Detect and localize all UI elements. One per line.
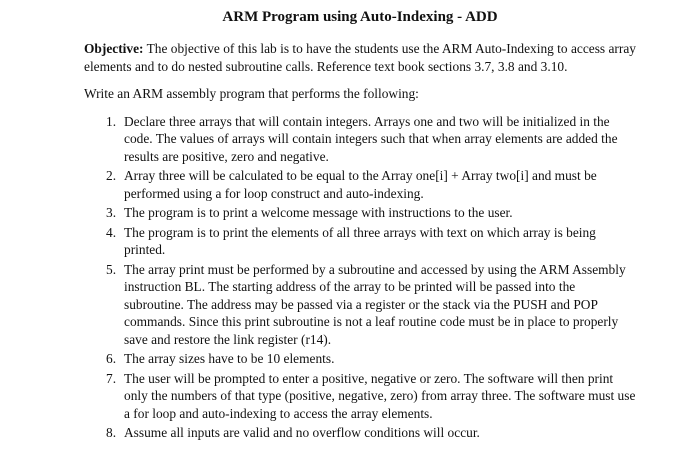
- task-list: [84, 113, 636, 442]
- task-text: The program is to print a welcome message with instructions to the user.: [124, 205, 513, 220]
- task-text: Array three will be calculated to be equal to the Array one[i] + Array two[i] and must be performed using a for loop construct and auto-indexing.: [124, 168, 597, 201]
- intro-paragraph: Write an ARM assembly program that performs the following:: [84, 86, 419, 101]
- task-item: [106, 424, 636, 442]
- task-number: 2.: [106, 168, 117, 183]
- task-text: The user will be prompted to enter a positive, negative or zero. The software will then print only the numbers of that type (positive, negative, zero) from array three. The software must use a for loop and auto-indexing to access the array elements.: [124, 370, 636, 421]
- task-item: [106, 113, 636, 166]
- task-number: 1.: [106, 113, 117, 129]
- document-title: ARM Program using Auto-Indexing - ADD: [222, 9, 498, 25]
- task-number: 8.: [106, 425, 117, 440]
- task-text: The array print must be performed by a subroutine and accessed by using the ARM Assembly instruction BL. The starting address of the array to be printed will be passed into the subroutine. The address may be passed via a register or the stack via the PUSH and POP commands. Since this print subroutine is not a leaf routine code must be in place to properly save and restore the link register (r14).: [124, 261, 626, 347]
- task-item: [106, 370, 636, 423]
- task-text: Assume all inputs are valid and no overflow conditions will occur.: [124, 425, 480, 440]
- task-number: 7.: [106, 370, 117, 386]
- task-item: [106, 167, 636, 202]
- task-text: The array sizes have to be 10 elements.: [124, 351, 335, 366]
- objective-text: The objective of this lab is to have the students use the ARM Auto-Indexing to access array elements and to do nested subroutine calls. Reference text book sections 3.7, 3.8 and 3.10.: [84, 41, 636, 74]
- task-number: 4.: [106, 224, 117, 240]
- task-item: [106, 261, 636, 349]
- task-text: Declare three arrays that will contain integers. Arrays one and two will be initialized in the code. The values of arrays will contain integers such that when array elements are added the results are positive, zero and negative.: [124, 113, 618, 164]
- task-number: 5.: [106, 261, 117, 277]
- objective-paragraph: [84, 40, 636, 75]
- task-item: [106, 350, 636, 368]
- task-number: 3.: [106, 205, 117, 220]
- task-item: [106, 224, 636, 259]
- task-text: The program is to print the elements of all three arrays with text on which array is being printed.: [124, 224, 596, 257]
- objective-label: Objective:: [84, 41, 144, 56]
- task-number: 6.: [106, 351, 117, 366]
- task-item: [106, 204, 636, 222]
